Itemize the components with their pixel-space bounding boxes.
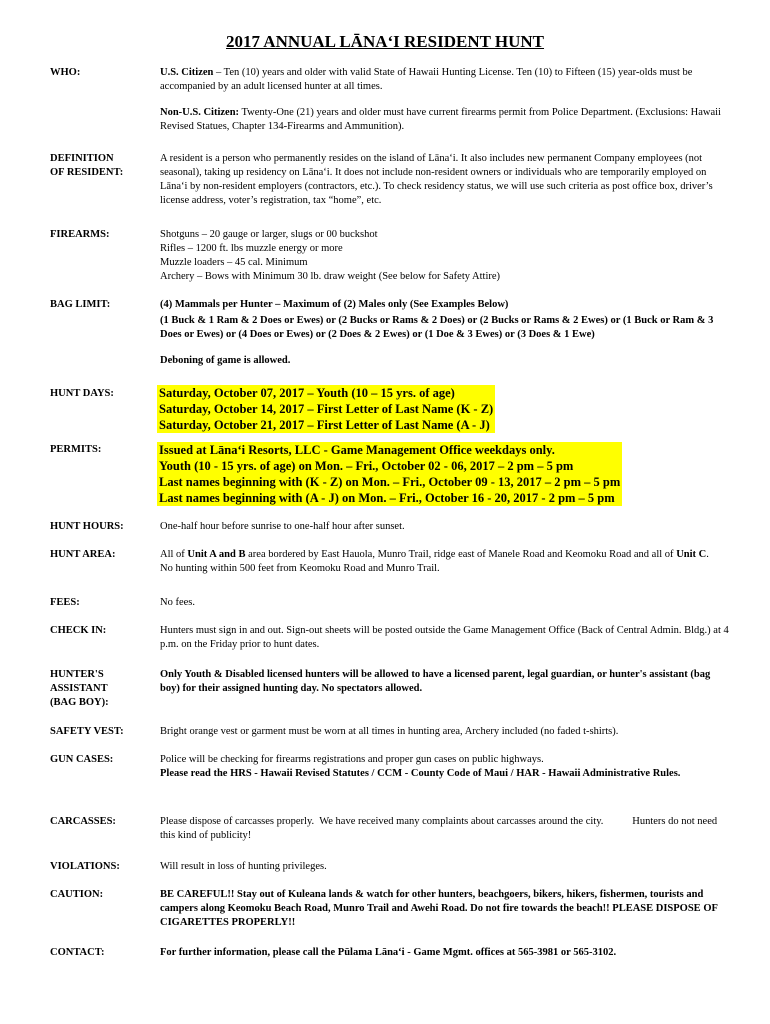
check-in-text: Hunters must sign in and out. Sign-out sheets will be posted outside the Game Management Office (Back of Central Admin. Bldg.) at 4 p.m. on the Friday prior to hunt dates. (160, 625, 729, 650)
non-us-citizen-text: Non-U.S. Citizen: Twenty-One (21) years and older must have current firearms permit from Police Department. (Exclusions: Hawaii Revised Statues, Chapter 134-Firearms and Ammunition). (160, 107, 721, 132)
hunt-hours-text: One-half hour before sunrise to one-half hour after sunset. (160, 521, 405, 532)
contact-text: For further information, please call the Pūlama Lānaʻi - Game Mgmt. offices at 565-3981 or 565-3102. (160, 947, 617, 958)
violations-label: VIOLATIONS: (50, 861, 120, 872)
hunt-day-item: Saturday, October 07, 2017 – Youth (10 – 15 yrs. of age) (159, 386, 455, 400)
permit-item: Youth (10 - 15 yrs. of age) on Mon. – Fri., October 02 - 06, 2017 – 2 pm – 5 pm (159, 459, 574, 473)
firearms-label: FIREARMS: (50, 229, 110, 240)
hunt-days-label: HUNT DAYS: (50, 388, 114, 399)
safety-vest-text: Bright orange vest or garment must be worn at all times in hunting area, Archery included (no faded t-shirts). (160, 726, 619, 737)
hunt-area-label: HUNT AREA: (50, 549, 116, 560)
contact-label: CONTACT: (50, 947, 105, 958)
gun-cases-text: Police will be checking for firearms registrations and proper gun cases on public highways. Please read the HRS - Hawaii Revised Statutes / CCM - County Code of Maui / HAR - Hawaii Administrative Rules. (160, 754, 681, 779)
hunt-hours-label: HUNT HOURS: (50, 521, 124, 532)
hunt-day-item: Saturday, October 21, 2017 – First Letter of Last Name (A - J) (159, 418, 490, 432)
firearm-item: Muzzle loaders – 45 cal. Minimum (160, 257, 308, 268)
us-citizen-text: U.S. Citizen – Ten (10) years and older with valid State of Hawaii Hunting License. Ten (10) to Fifteen (15) year-olds must be accompanied by an adult licensed hunter at all times. (160, 67, 693, 92)
firearms-list (160, 228, 730, 284)
carcasses-text: Please dispose of carcasses properly. We have received many complaints about carcasses around the city. Hunters do not need this kind of publicity! (160, 816, 720, 841)
definition-label: DEFINITION OF RESIDENT: (50, 153, 124, 178)
permit-item: Issued at Lānaʻi Resorts, LLC - Game Management Office weekdays only. (159, 443, 555, 457)
bag-limit-content: (4) Mammals per Hunter – Maximum of (2) Males only (See Examples Below) (1 Buck & 1 Ram & 2 Does or Ewes) or (2 Bucks or Rams & 2 Does) or (2 Bucks or Rams & 2 Ewes) or (1 Buck or Ram & 3 Does or Ewes) or (4 Does or Ewes) or (2 Does & 2 Ewes) or (1 Doe & 3 Ewes) or (3 Does & 1 Ewe) Deboning of game is allowed. (160, 299, 714, 366)
gun-cases-label: GUN CASES: (50, 754, 114, 765)
caution-text: BE CAREFUL!! Stay out of Kuleana lands & watch for other hunters, beachgoers, bikers, hikers, fishermen, tourists and campers along Keomoku Beach Road, Munro Trail and Awehi Road. Do not fire towards the beach!! PLEASE DISPOSE OF CIGARETTES PROPERLY!! (160, 889, 718, 928)
hunters-assistant-label: HUNTER'S ASSISTANT (BAG BOY): (50, 669, 109, 708)
fees-text: No fees. (160, 597, 195, 608)
hunt-day-item: Saturday, October 14, 2017 – First Letter of Last Name (K - Z) (159, 402, 494, 416)
carcasses-label: CARCASSES: (50, 816, 116, 827)
hunt-area-text: All of Unit A and B area bordered by East Hauola, Munro Trail, ridge east of Manele Road and Keomoku Road and all of Unit C. No hunting within 500 feet from Keomoku Road and Munro Trail. (160, 549, 709, 574)
firearm-item: Archery – Bows with Minimum 30 lb. draw weight (See below for Safety Attire) (160, 271, 501, 282)
firearm-item: Rifles – 1200 ft. lbs muzzle energy or more (160, 243, 343, 254)
permits-content (157, 442, 727, 507)
hunt-days-content (157, 385, 727, 434)
permit-item: Last names beginning with (K - Z) on Mon. – Fri., October 09 - 13, 2017 – 2 pm – 5 pm (159, 475, 621, 489)
permit-item: Last names beginning with (A - J) on Mon. – Fri., October 16 - 20, 2017 - 2 pm – 5 pm (159, 491, 615, 505)
who-content (160, 66, 730, 134)
bag-limit-label: BAG LIMIT: (50, 299, 111, 310)
definition-text: A resident is a person who permanently resides on the island of Lānaʻi. It also includes new permanent Company employees (not seasonal), taking up residency on Lānaʻi. It does not include non-resident owners or individuals who are temporarily employed on Lānaʻi by non-resident employers (contractors, etc.). To check residency status, we will use such criteria as post office box, driver’s license address, voter’s registration, tax “home”, etc. (160, 153, 713, 206)
permits-highlight (157, 442, 622, 506)
hunt-days-highlight (157, 385, 495, 433)
fees-label: FEES: (50, 597, 80, 608)
document-title: 2017 ANNUAL LĀNAʻI RESIDENT HUNT (225, 32, 545, 51)
safety-vest-label: SAFETY VEST: (50, 726, 124, 737)
caution-label: CAUTION: (50, 889, 104, 900)
check-in-label: CHECK IN: (50, 625, 107, 636)
firearm-item: Shotguns – 20 gauge or larger, slugs or 00 buckshot (160, 229, 378, 240)
who-label: WHO: (50, 67, 81, 78)
permits-label: PERMITS: (50, 444, 102, 455)
violations-text: Will result in loss of hunting privileges. (160, 861, 327, 872)
hunters-assistant-text: Only Youth & Disabled licensed hunters will be allowed to have a licensed parent, legal guardian, or hunter's assistant (bag boy) for their assigned hunting day. No spectators allowed. (160, 669, 711, 694)
